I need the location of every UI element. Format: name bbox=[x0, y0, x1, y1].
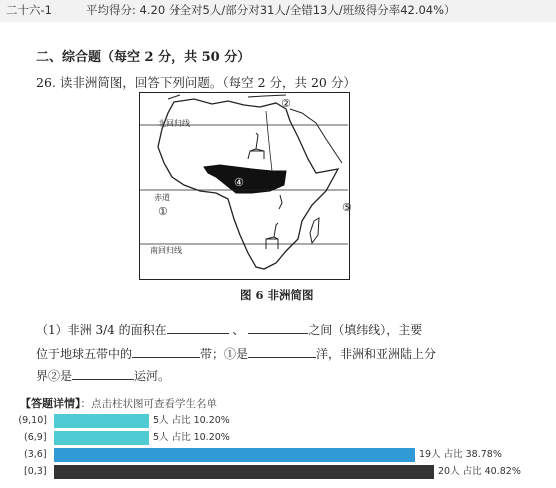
marker-5: ⑤ bbox=[342, 201, 352, 214]
subquestion-line-3 bbox=[36, 367, 170, 384]
marker-1: ① bbox=[158, 205, 168, 218]
score-range-label: (9,10] bbox=[18, 415, 47, 426]
score-bar-value-label: 20人 占比 40.82% bbox=[438, 466, 521, 477]
marker-2: ② bbox=[281, 97, 291, 110]
score-bar-row[interactable] bbox=[0, 414, 556, 428]
subquestion-text: 带；①是 bbox=[200, 347, 249, 361]
tropic-of-capricorn-label: 南回归线 bbox=[150, 246, 182, 255]
score-range-label: (3,6] bbox=[24, 449, 47, 460]
tropic-of-cancer-label: 北回归线 bbox=[158, 119, 190, 128]
answer-blank bbox=[248, 345, 316, 358]
answer-details-hint: ：点击柱状图可查看学生名单 bbox=[80, 398, 217, 410]
subquestion-text: （1）非洲 3/4 的面积在 bbox=[36, 323, 167, 337]
average-score: 平均得分: 4.20 分 bbox=[86, 3, 181, 17]
score-bar-value-label: 5人 占比 10.20% bbox=[153, 415, 230, 426]
great-lakes bbox=[279, 195, 282, 209]
answer-details-heading bbox=[20, 395, 217, 411]
africa-map bbox=[139, 92, 350, 280]
score-bar[interactable] bbox=[54, 431, 149, 445]
madagascar bbox=[310, 218, 319, 243]
question-number: 二十六-1 bbox=[6, 3, 52, 17]
subquestion-text: 之间（填纬线），主要 bbox=[308, 323, 423, 337]
score-bar-row[interactable] bbox=[0, 431, 556, 445]
subquestion-line-2 bbox=[36, 345, 436, 362]
section-title: 二、综合题（每空 2 分，共 50 分） bbox=[36, 50, 251, 65]
score-bar[interactable] bbox=[54, 414, 149, 428]
score-summary-bar bbox=[0, 0, 556, 22]
nile-river bbox=[266, 111, 272, 171]
map-caption: 图 6 非洲简图 bbox=[240, 288, 314, 302]
shaded-region bbox=[204, 165, 286, 193]
marker-4: ④ bbox=[234, 176, 244, 189]
subquestion-text: 洋，非洲和亚洲陆上分 bbox=[316, 347, 437, 361]
score-bar[interactable] bbox=[54, 448, 415, 462]
answer-blank bbox=[167, 321, 229, 334]
subquestion-text: 运河。 bbox=[134, 369, 171, 383]
subquestion-text: 界②是 bbox=[36, 369, 73, 383]
equator-label: 赤道 bbox=[154, 193, 170, 202]
subquestion-text: 、 bbox=[232, 323, 245, 337]
score-bar-value-label: 5人 占比 10.20% bbox=[153, 432, 230, 443]
score-bar[interactable] bbox=[54, 465, 434, 479]
giraffe-south-icon bbox=[266, 223, 278, 249]
answer-details-title: 【答题详情】 bbox=[20, 397, 81, 410]
subquestion-text: 位于地球五带中的 bbox=[36, 347, 133, 361]
question-stem: 26. 读非洲简图，回答下列问题。（每空 2 分，共 20 分） bbox=[36, 75, 356, 90]
answer-blank bbox=[72, 367, 134, 380]
europe-coast bbox=[168, 95, 286, 99]
score-range-label: [0,3] bbox=[24, 466, 47, 477]
score-breakdown: （全对5人/部分对31人/全错13人/班级得分率42.04%） bbox=[168, 3, 456, 17]
subquestion-line-1 bbox=[36, 321, 422, 338]
giraffe-north-icon bbox=[248, 133, 264, 159]
score-range-label: (6,9] bbox=[24, 432, 47, 443]
score-bar-row[interactable] bbox=[0, 448, 556, 462]
score-bar-value-label: 19人 占比 38.78% bbox=[419, 449, 502, 460]
answer-blank bbox=[248, 321, 308, 334]
answer-blank bbox=[132, 345, 200, 358]
score-bar-row[interactable] bbox=[0, 465, 556, 479]
